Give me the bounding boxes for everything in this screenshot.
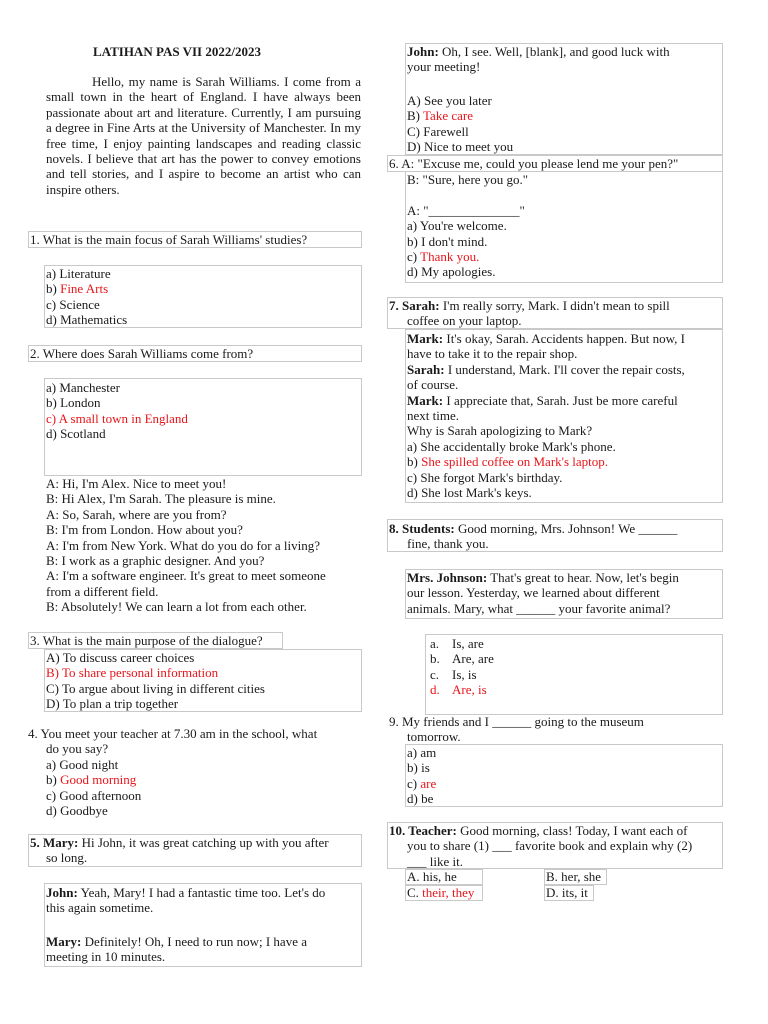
q6-answer: Thank you. — [420, 249, 480, 265]
q5-option-c: C) Farewell — [407, 123, 469, 139]
dialogue-line: A: Hi, I'm Alex. Nice to meet you! — [46, 476, 227, 491]
q4-question-cont: do you say? — [46, 741, 109, 757]
q6-option-d: d) My apologies. — [407, 264, 496, 280]
q2-option-b: b) London — [46, 395, 101, 411]
q7-sarah: 7. Sarah: I'm really sorry, Mark. I didn't mean to spill coffee on your laptop. — [389, 298, 670, 329]
q5-mary: 5. Mary: Hi John, it was great catching up with you after so long. — [30, 835, 329, 866]
q6-question: 6. A: "Excuse me, could you please lend me your pen?" — [389, 156, 679, 171]
q7-option-d: d) She lost Mark's keys. — [407, 485, 532, 501]
q9-option-a: a) am — [407, 745, 437, 760]
dialogue-line: B: I work as a graphic designer. And you? — [46, 553, 265, 569]
q4-answer: Good morning — [60, 772, 137, 788]
dialogue-line: B: I'm from London. How about you? — [46, 522, 243, 538]
q5-john: John: Yeah, Mary! I had a fantastic time too. Let's do this again sometime. — [46, 885, 326, 916]
q3-option-b-answer: B) To share personal information — [46, 665, 219, 681]
q9-options — [407, 745, 436, 807]
q2-option-c-answer: c) A small town in England — [46, 410, 188, 426]
q1-option-a: a) Literature — [46, 266, 111, 281]
q9-option-b: b) is — [407, 760, 430, 776]
q9-answer: are — [420, 775, 437, 791]
q8-option-b: b. Are, are — [430, 651, 494, 667]
q8-students: 8. Students: Good morning, Mrs. Johnson! We ______ fine, thank you. — [389, 521, 678, 552]
q3-option-c: C) To argue about living in different cities — [46, 680, 265, 696]
q2-question: 2. Where does Sarah Williams come from? — [30, 346, 254, 361]
q8-teacher: Mrs. Johnson: That's great to hear. Now, let's begin our lesson. Yesterday, we learned about different animals. Mary, what ______ your favorite animal? — [407, 570, 679, 616]
q4 — [28, 726, 317, 757]
q7-option-a: a) She accidentally broke Mark's phone. — [407, 438, 616, 454]
q4-option-a: a) Good night — [46, 757, 119, 772]
page-title: LATIHAN PAS VII 2022/2023 — [93, 44, 261, 59]
q1-option-b: b) Fine Arts — [46, 281, 109, 297]
q5-option-a: A) See you later — [407, 93, 492, 108]
q6-body — [407, 172, 528, 280]
q9-option-c: c) are — [407, 775, 437, 791]
q5-options — [407, 93, 513, 155]
q4-options — [46, 757, 141, 819]
q5-option-b: B) Take care — [407, 108, 473, 124]
q4-question: 4. You meet your teacher at 7.30 am in the school, what — [28, 726, 318, 741]
q6-option-a: a) You're welcome. — [407, 218, 507, 234]
dialogue — [46, 476, 326, 615]
q8-option-d-answer: d. Are, is — [430, 682, 487, 698]
q10-option-a: A. his, he — [407, 869, 457, 884]
q2-option-a: a) Manchester — [46, 380, 120, 395]
dialogue-line: A: So, Sarah, where are you from? — [46, 506, 227, 522]
q4-option-c: c) Good afternoon — [46, 787, 142, 803]
q1-answer: Fine Arts — [60, 281, 109, 297]
q8-option-a: a. Is, are — [430, 636, 484, 651]
q6-option-c: c) Thank you. — [407, 249, 480, 265]
q10-option-c: C. their, they — [407, 885, 475, 900]
q9-question: 9. My friends and I ______ going to the museum — [389, 714, 644, 729]
q3-option-d: D) To plan a trip together — [46, 696, 179, 712]
q7-question: Why is Sarah apologizing to Mark? — [407, 423, 593, 439]
q9-option-d: d) be — [407, 791, 434, 807]
intro-paragraph: Hello, my name is Sarah Williams. I come from a small town in the heart of England. I have always been passionate about art and literature. Currently, I am pursuing a degree in Fine Arts at the University of Manchester. In my free time, I enjoy painting landscapes and reading classic novels. I believe that art has the power to convey emotions and tell stories, and I aspire to become an artist who can inspire others. — [46, 74, 361, 197]
q9-options-box — [405, 744, 723, 807]
q7-answer: She spilled coffee on Mark's laptop. — [421, 454, 609, 470]
dialogue-line: from a different field. — [46, 583, 159, 599]
q8-options — [430, 636, 494, 698]
q9 — [389, 714, 644, 745]
q5-option-d: D) Nice to meet you — [407, 139, 514, 155]
q6-blank-line: A: "______________" — [407, 202, 525, 218]
q7-option-c: c) She forgot Mark's birthday. — [407, 469, 563, 485]
q10-question: 10. Teacher: Good morning, class! Today, I want each of you to share (1) ___ favorite book and explain why (2) ___ like it. — [389, 823, 693, 869]
dialogue-line: A: I'm a software engineer. It's great to meet someone — [46, 568, 326, 584]
dialogue-line: A: I'm from New York. What do you do for a living? — [46, 537, 320, 553]
q3-options — [46, 650, 265, 712]
q1-option-d: d) Mathematics — [46, 312, 128, 328]
q1-options — [46, 266, 127, 328]
q4-option-b: b) Good morning — [46, 772, 137, 788]
q5-mary-2: Mary: Definitely! Oh, I need to run now; I have a meeting in 10 minutes. — [46, 934, 307, 965]
q5-answer: Take care — [423, 108, 473, 124]
dialogue-line: B: Absolutely! We can learn a lot from each other. — [46, 599, 307, 615]
q10-answer: their, they — [422, 885, 475, 900]
dialogue-line: B: Hi Alex, I'm Sarah. The pleasure is mine. — [46, 491, 276, 507]
q6-b-line: B: "Sure, here you go." — [407, 172, 529, 187]
q7-body: Mark: It's okay, Sarah. Accidents happen. But now, I have to take it to the repair shop. Sarah: I understand, Mark. I'll cover the repair costs, of course. Mark: I appreciate that, Sarah. Just be more careful next time. Why is Sarah apologizing to Mark? a) She accidentally broke Mark's phone. b) She spilled coffee on Mark's laptop. c) She forgot Mark's birthday. d) She lost Mark's keys. — [407, 331, 685, 501]
q2-options — [46, 380, 188, 442]
q1-question: 1. What is the main focus of Sarah Williams' studies? — [30, 232, 308, 247]
q5-john-2: John: Oh, I see. Well, [blank], and good luck with your meeting! — [407, 44, 670, 75]
q1-option-c: c) Science — [46, 296, 100, 312]
q10-option-b: B. her, she — [546, 869, 602, 884]
q10-option-d: D. its, it — [546, 885, 588, 900]
q8-option-c: c. Is, is — [430, 666, 477, 682]
q2-option-d: d) Scotland — [46, 426, 106, 442]
q9-question-cont: tomorrow. — [407, 729, 461, 745]
q3-option-a: A) To discuss career choices — [46, 650, 195, 665]
q7-option-b: b) She spilled coffee on Mark's laptop. — [407, 454, 609, 470]
q6-option-b: b) I don't mind. — [407, 233, 488, 249]
q3-question: 3. What is the main purpose of the dialogue? — [30, 633, 263, 648]
q4-option-d: d) Goodbye — [46, 803, 108, 819]
